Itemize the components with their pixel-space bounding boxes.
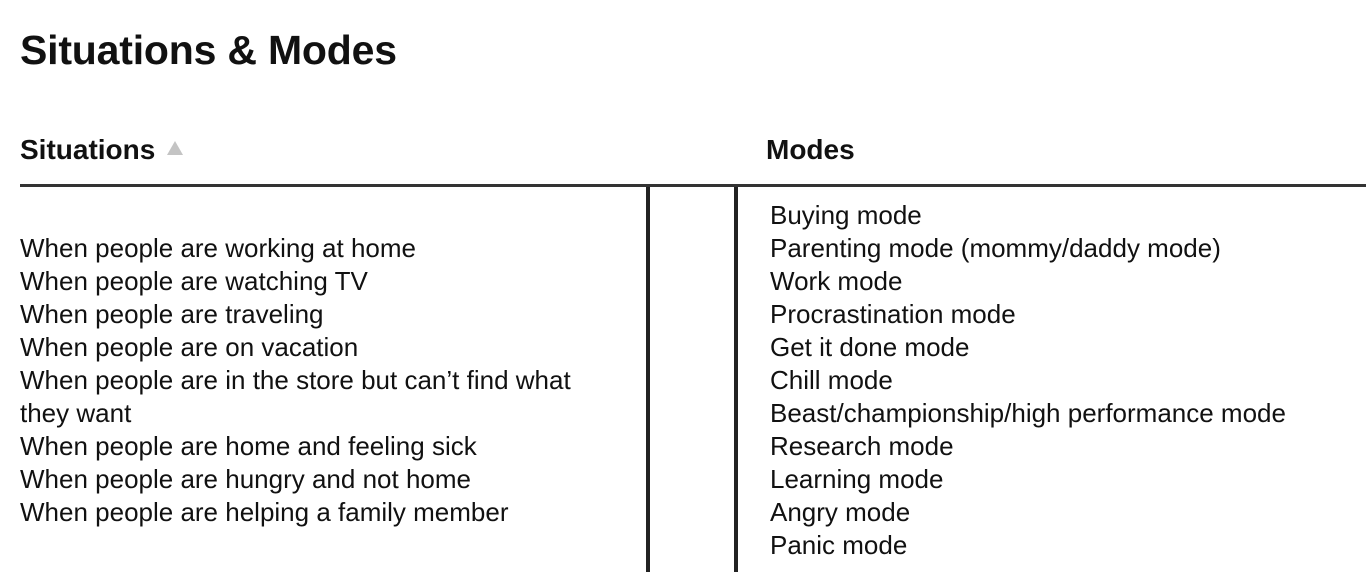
mode-item: Angry mode (770, 497, 911, 527)
situation-item: When people are in the store but can’t find what they want (20, 365, 571, 428)
mode-item: Panic mode (770, 530, 908, 560)
mode-item: Work mode (770, 266, 903, 296)
situation-item: When people are traveling (20, 299, 324, 329)
situations-column-header[interactable] (20, 132, 183, 168)
situation-item: When people are on vacation (20, 332, 359, 362)
mode-item: Buying mode (770, 200, 922, 230)
mode-item: Get it done mode (770, 332, 970, 362)
situation-item: When people are helping a family member (20, 497, 509, 527)
mode-item: Learning mode (770, 464, 944, 494)
mode-item: Beast/championship/high performance mode (770, 398, 1286, 428)
mode-item: Procrastination mode (770, 299, 1016, 329)
table-header-row (20, 132, 1366, 172)
mode-item: Research mode (770, 431, 954, 461)
modes-column-header[interactable] (766, 132, 855, 168)
column-divider-left (646, 187, 650, 572)
modes-list (770, 199, 1360, 562)
mode-item: Chill mode (770, 365, 893, 395)
column-divider-right (734, 187, 738, 572)
situations-header-label: Situations (20, 134, 156, 165)
page-title: Situations & Modes (20, 27, 397, 73)
sort-ascending-icon[interactable] (167, 141, 183, 155)
situation-item: When people are watching TV (20, 266, 368, 296)
situation-item: When people are home and feeling sick (20, 431, 477, 461)
mode-item: Parenting mode (mommy/daddy mode) (770, 233, 1221, 263)
situations-list (20, 232, 620, 529)
header-divider (20, 184, 1366, 187)
situation-item: When people are hungry and not home (20, 464, 471, 494)
situation-item: When people are working at home (20, 233, 417, 263)
modes-header-label: Modes (766, 134, 855, 165)
